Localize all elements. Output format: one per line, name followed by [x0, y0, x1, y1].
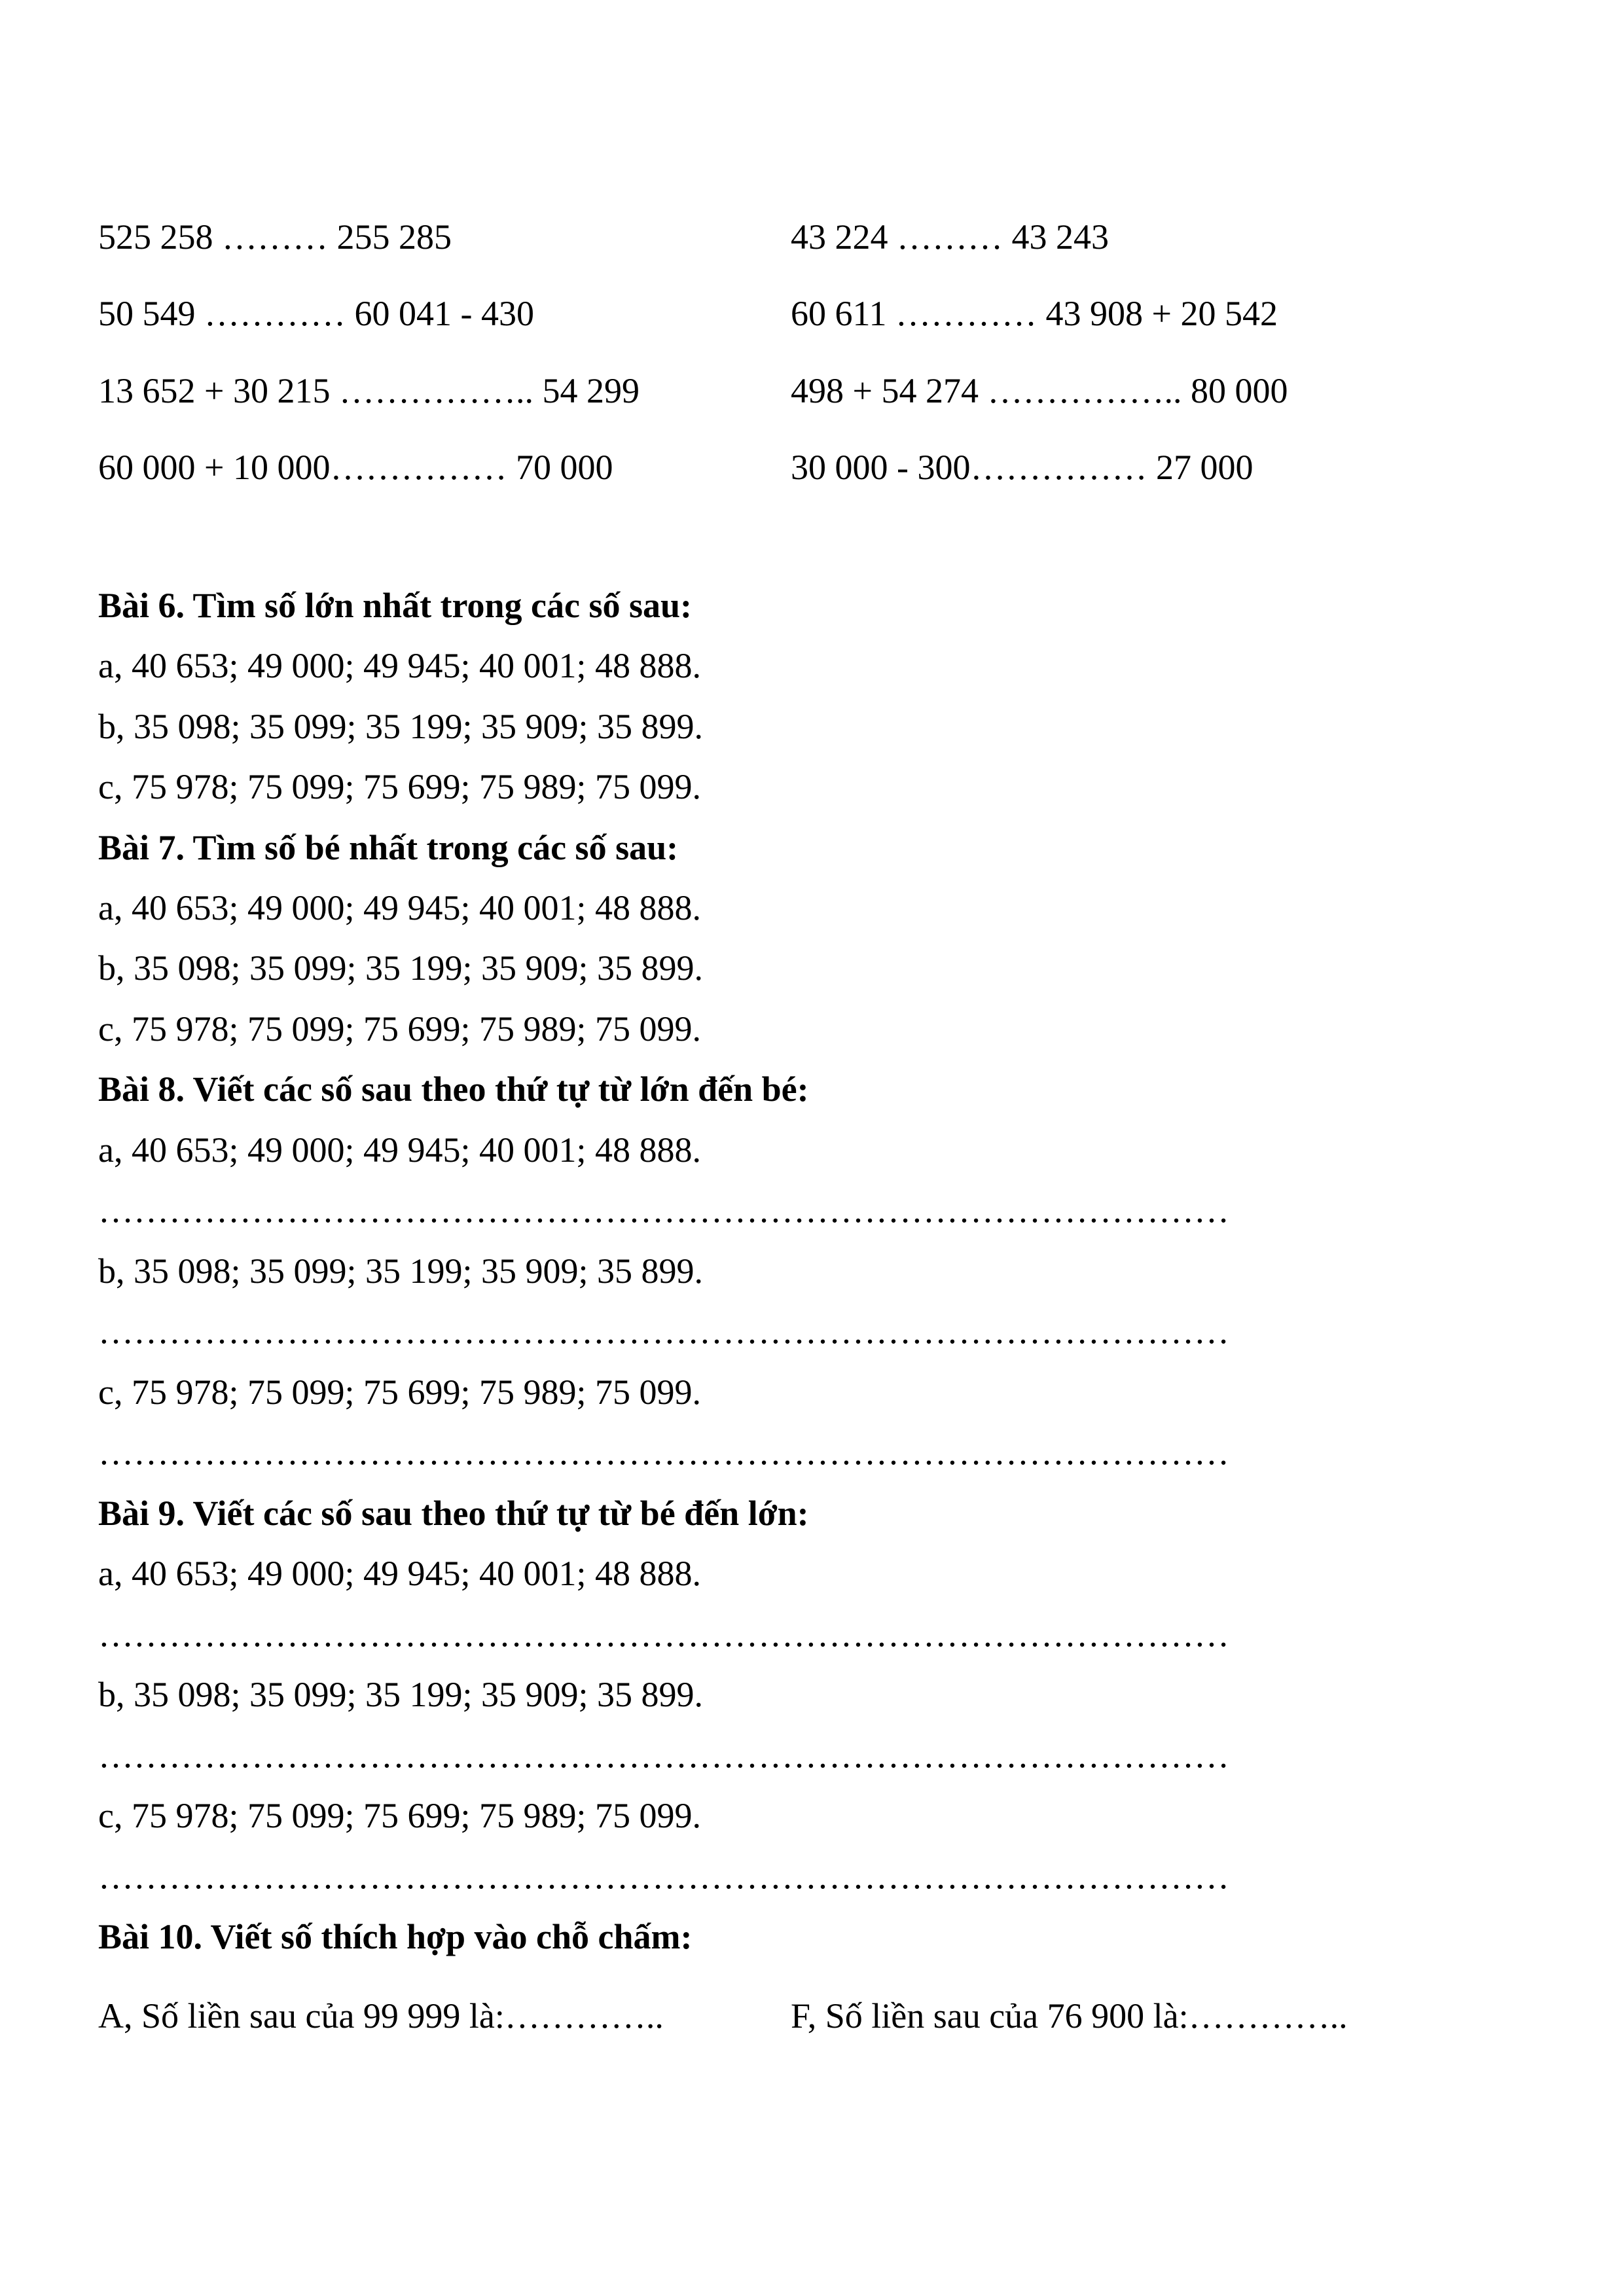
bai8-answer-line-a[interactable]: …………………………………………………………………………………… — [98, 1193, 1229, 1228]
bai6-item-a: a, 40 653; 49 000; 49 945; 40 001; 48 888. — [98, 646, 701, 685]
bai7-item-c: c, 75 978; 75 099; 75 699; 75 989; 75 099. — [98, 1009, 701, 1049]
bai9-item-b: b, 35 098; 35 099; 35 199; 35 909; 35 899. — [98, 1675, 704, 1714]
compare-row-4-right: 30 000 - 300…………… 27 000 — [791, 448, 1254, 487]
bai8-answer-line-c[interactable]: …………………………………………………………………………………… — [98, 1435, 1229, 1470]
bai7-title: Bài 7. Tìm số bé nhất trong các số sau: — [98, 828, 679, 867]
bai9-item-a: a, 40 653; 49 000; 49 945; 40 001; 48 888. — [98, 1554, 701, 1593]
bai8-item-b: b, 35 098; 35 099; 35 199; 35 909; 35 899. — [98, 1251, 704, 1291]
bai6-title: Bài 6. Tìm số lớn nhất trong các số sau: — [98, 586, 693, 625]
bai8-item-c: c, 75 978; 75 099; 75 699; 75 989; 75 099. — [98, 1372, 701, 1412]
bai10-item-f: F, Số liền sau của 76 900 là:………….. — [791, 1996, 1348, 2036]
compare-row-4-left: 60 000 + 10 000…………… 70 000 — [98, 448, 613, 487]
bai9-item-c: c, 75 978; 75 099; 75 699; 75 989; 75 099. — [98, 1796, 701, 1835]
bai7-item-b: b, 35 098; 35 099; 35 199; 35 909; 35 899. — [98, 948, 704, 988]
bai6-item-c: c, 75 978; 75 099; 75 699; 75 989; 75 099. — [98, 767, 701, 806]
bai9-title: Bài 9. Viết các số sau theo thứ tự từ bé đến lớn: — [98, 1494, 809, 1533]
compare-row-3-right: 498 + 54 274 …………….. 80 000 — [791, 371, 1288, 410]
bai8-title: Bài 8. Viết các số sau theo thứ tự từ lớn đến bé: — [98, 1069, 809, 1109]
compare-row-3-left: 13 652 + 30 215 …………….. 54 299 — [98, 371, 640, 410]
bai7-item-a: a, 40 653; 49 000; 49 945; 40 001; 48 888. — [98, 888, 701, 927]
bai8-answer-line-b[interactable]: …………………………………………………………………………………… — [98, 1314, 1229, 1349]
bai9-answer-line-b[interactable]: …………………………………………………………………………………… — [98, 1738, 1229, 1773]
bai10-title: Bài 10. Viết số thích hợp vào chỗ chấm: — [98, 1917, 693, 1956]
compare-row-1-left: 525 258 ……… 255 285 — [98, 217, 452, 257]
compare-row-2-right: 60 611 ………… 43 908 + 20 542 — [791, 294, 1278, 333]
compare-row-2-left: 50 549 ………… 60 041 - 430 — [98, 294, 534, 333]
compare-row-1-right: 43 224 ……… 43 243 — [791, 217, 1109, 257]
bai10-item-a: A, Số liền sau của 99 999 là:………….. — [98, 1996, 664, 2036]
worksheet-page — [98, 0, 1440, 2296]
bai8-item-a: a, 40 653; 49 000; 49 945; 40 001; 48 888. — [98, 1130, 701, 1170]
bai9-answer-line-a[interactable]: …………………………………………………………………………………… — [98, 1617, 1229, 1652]
bai9-answer-line-c[interactable]: …………………………………………………………………………………… — [98, 1859, 1229, 1894]
bai6-item-b: b, 35 098; 35 099; 35 199; 35 909; 35 899. — [98, 707, 704, 746]
